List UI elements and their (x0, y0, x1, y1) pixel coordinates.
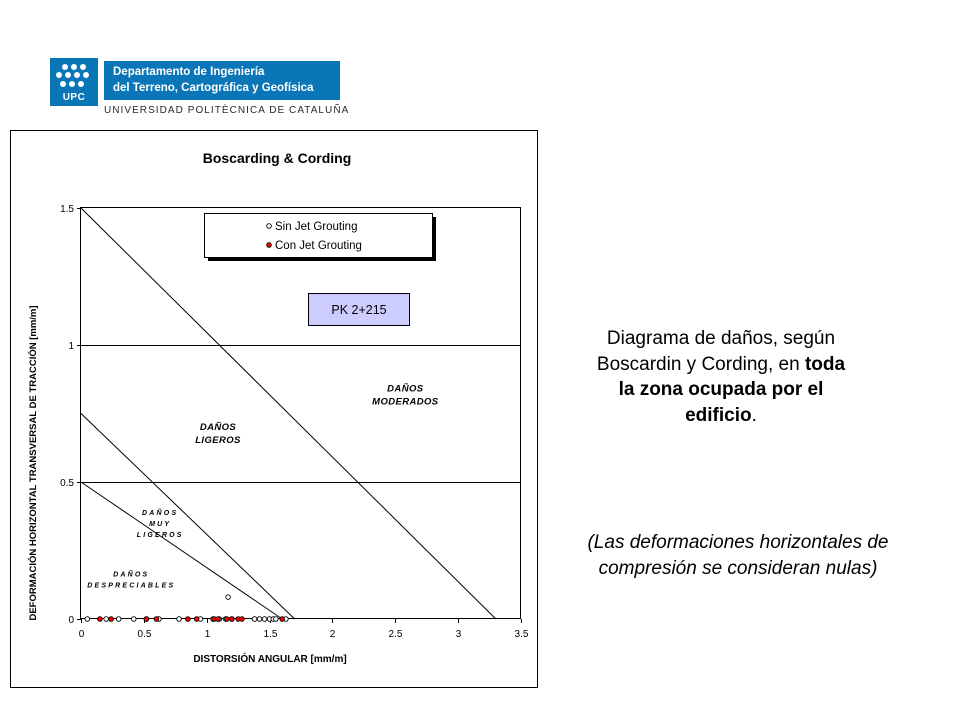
pk-annotation-label: PK 2+215 (331, 303, 387, 317)
zone-label: DESPRECIABLES (87, 582, 176, 590)
point-sin-jet-grouting (132, 617, 137, 622)
boundary-negligible-limit (81, 482, 282, 619)
x-tick-label: 0.5 (137, 629, 152, 640)
point-con-jet-grouting (144, 617, 149, 622)
department-line-1: Departamento de Ingeniería (113, 66, 265, 78)
point-con-jet-grouting (216, 617, 221, 622)
point-sin-jet-grouting (257, 617, 262, 622)
point-sin-jet-grouting (274, 617, 279, 622)
damage-boundary-lines (81, 208, 496, 619)
logo-dot (78, 81, 84, 87)
logo-dot (83, 72, 89, 78)
point-sin-jet-grouting (252, 617, 257, 622)
description-text-1: Diagrama de daños, según Boscardin y Cording, en (596, 328, 836, 375)
boundary-slight-limit (81, 208, 496, 619)
legend-label-sin-jet: Sin Jet Grouting (275, 221, 358, 233)
zone-label: DAÑOS (387, 383, 424, 395)
y-tick-label: 1.5 (60, 204, 74, 215)
point-sin-jet-grouting (116, 617, 121, 622)
damage-zone-labels (87, 384, 439, 590)
logo-dot (69, 81, 75, 87)
logo-mark-text: UPC (62, 92, 86, 103)
department-line-2: del Terreno, Cartográfica y Geofísica (113, 82, 314, 94)
point-sin-jet-grouting (177, 617, 182, 622)
zone-label: MUY (149, 520, 172, 528)
legend-marker-con-jet (267, 243, 272, 248)
legend-marker-sin-jet (267, 224, 272, 229)
pk-annotation (309, 294, 410, 326)
point-con-jet-grouting (98, 617, 103, 622)
university-name: UNIVERSIDAD POLITÈCNICA DE CATALUÑA (104, 105, 350, 116)
y-tick-label: 0 (68, 615, 74, 626)
logo-dot (74, 72, 80, 78)
point-con-jet-grouting (109, 617, 114, 622)
logo-dot (80, 64, 86, 70)
point-sin-jet-grouting (262, 617, 267, 622)
logo-dot (60, 81, 66, 87)
logo-dot (62, 64, 68, 70)
point-con-jet-grouting (240, 617, 245, 622)
y-tick-label: 1 (68, 341, 74, 352)
department-logo (50, 58, 350, 122)
point-sin-jet-grouting (104, 617, 109, 622)
point-sin-jet-grouting (85, 617, 90, 622)
description-text-2: . (751, 404, 757, 426)
description-emphasis: toda la zona ocupada por el edificio (618, 353, 846, 426)
point-sin-jet-grouting (226, 595, 231, 600)
legend-label-con-jet: Con Jet Grouting (275, 240, 362, 252)
logo-dot (56, 72, 62, 78)
x-tick-label: 1 (204, 629, 211, 640)
zone-label: MODERADOS (372, 396, 439, 408)
logo-dot (71, 64, 77, 70)
point-con-jet-grouting (186, 617, 191, 622)
zone-label: LIGEROS (136, 531, 184, 539)
x-tick-label: 2 (329, 629, 336, 640)
upc-logo-icon (50, 58, 98, 106)
x-tick-label: 1.5 (263, 629, 278, 640)
x-tick-label: 0 (78, 629, 85, 640)
zone-label: DAÑOS (113, 571, 150, 579)
zone-label: DAÑOS (142, 509, 179, 517)
chart-title: Boscarding & Cording (202, 150, 352, 166)
point-con-jet-grouting (280, 617, 285, 622)
point-con-jet-grouting (154, 617, 159, 622)
y-axis-label: DEFORMACIÓN HORIZONTAL TRANSVERSAL DE TRACCIÓN [mm/m] (28, 305, 39, 621)
chart-frame (10, 130, 538, 688)
boscardin-cording-chart (11, 131, 537, 687)
plot-area (81, 208, 521, 619)
grid-lines (81, 346, 521, 483)
point-con-jet-grouting (225, 617, 230, 622)
logo-dot (65, 72, 71, 78)
point-con-jet-grouting (194, 617, 199, 622)
point-con-jet-grouting (230, 617, 235, 622)
x-tick-label: 3.5 (514, 629, 529, 640)
zone-label: DAÑOS (199, 421, 237, 433)
x-tick-label: 2.5 (388, 629, 403, 640)
compression-note: (Las deformaciones horizontales de compresión se consideran nulas) (587, 532, 889, 579)
x-tick-label: 3 (455, 629, 462, 640)
legend (205, 214, 437, 262)
data-points (85, 595, 288, 622)
zone-label: LIGEROS (195, 434, 241, 446)
department-name (104, 61, 340, 100)
x-axis-label: DISTORSIÓN ANGULAR [mm/m] (193, 654, 347, 665)
y-tick-label: 0.5 (60, 478, 74, 489)
chart-description (590, 326, 852, 428)
